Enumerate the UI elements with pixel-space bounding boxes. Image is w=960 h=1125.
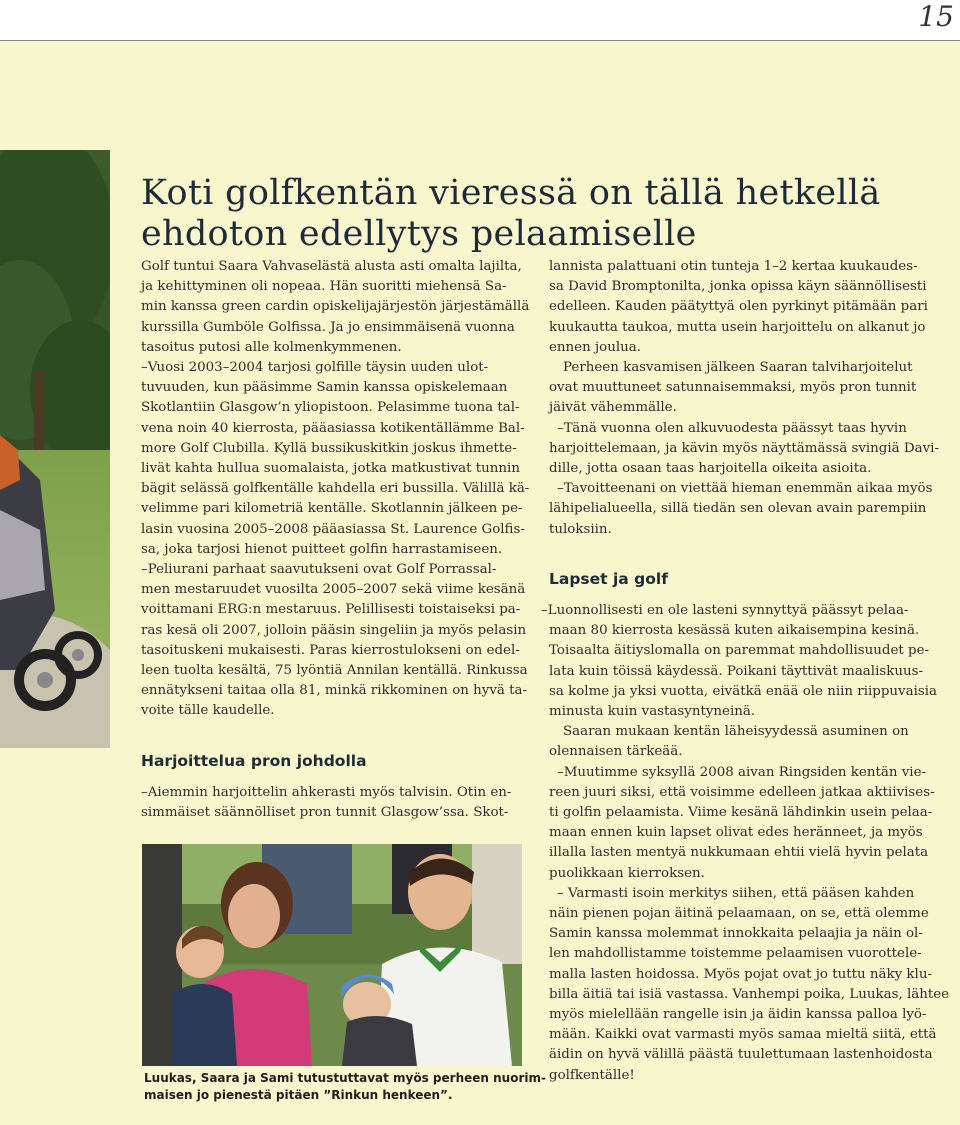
right-column-continued — [541, 601, 951, 1086]
text-line: lähipelialueella, sillä tiedän sen olevan avain parempiin — [549, 501, 927, 517]
text-line: Skotlantiin Glasgow’n yliopistoon. Pelasimme tuona tal- — [141, 400, 520, 416]
article-headline — [141, 173, 941, 255]
text-line: Toisaalta äitiyslomalla on paremmat mahdollisuudet pe- — [549, 643, 930, 659]
text-line: tasoitus putosi alle kolmenkymmenen. — [141, 339, 402, 355]
subheading-training: Harjoittelua pron johdolla — [141, 752, 367, 770]
text-line: –Luonnollisesti en ole lasteni synnyttyä päässyt pelaa- — [541, 603, 909, 618]
text-line: bägit selässä golfkentälle kahdella eri bussilla. Välillä kä- — [141, 481, 530, 497]
text-line: mään. Kaikki ovat varmasti myös samaa mieltä siitä, että — [549, 1027, 937, 1043]
text-line: tasoituskeni mukaisesti. Paras kierrostulokseni on edel- — [141, 642, 520, 658]
text-line: –Tavoitteenani on viettää hieman enemmän aikaa myös — [557, 481, 933, 497]
text-line: Samin kanssa molemmat innokkaita pelaajia ja näin ol- — [549, 926, 923, 942]
page-number: 15 — [918, 0, 954, 33]
text-line: lasin vuosina 2005–2008 pääasiassa St. Laurence Golfis- — [141, 521, 525, 537]
left-column-continued — [141, 783, 531, 823]
text-line: Golf tuntui Saara Vahvaselästä alusta asti omalta lajilta, — [141, 259, 522, 274]
text-line: puolikkaan kierroksen. — [549, 865, 705, 881]
text-line: –Muutimme syksyllä 2008 aivan Ringsiden kentän vie- — [557, 764, 927, 780]
right-column — [549, 257, 949, 540]
text-line: kuukautta taukoa, mutta usein harjoittelu on alkanut jo — [549, 319, 926, 335]
text-line: lata kuin töissä käydessä. Poikani täyttivät maaliskuus- — [549, 663, 923, 679]
text-line: maan 80 kierrosta kesässä kuten aikaisempina kesinä. — [549, 623, 920, 639]
text-line: men mestaruudet vuosilta 2005–2007 sekä viime kesänä — [141, 582, 526, 598]
text-line: Perheen kasvamisen jälkeen Saaran talviharjoitelut — [563, 360, 913, 376]
golf-course-photo — [0, 150, 110, 748]
text-line: maan ennen kuin lapset olivat edes heränneet, ja myös — [549, 825, 923, 841]
text-line: tuloksiin. — [549, 521, 612, 537]
text-line: tuvuuden, kun pääsimme Samin kanssa opiskelemaan — [141, 380, 508, 396]
text-line: Saaran mukaan kentän läheisyydessä asuminen on — [563, 724, 909, 740]
paragraph — [549, 257, 949, 540]
headline-line: Koti golfkentän vieressä on tällä hetkellä — [141, 173, 881, 214]
text-line: more Golf Clubilla. Kyllä bussikuskitkin joskus ihmette- — [141, 440, 517, 456]
text-line: min kanssa green cardin opiskelijajärjestön järjestämällä — [141, 299, 530, 315]
text-line: –Peliurani parhaat saavutukseni ovat Golf Porrassal- — [141, 562, 497, 578]
text-line: minusta kuin vastasyntyneinä. — [549, 704, 756, 720]
text-line: näin pienen pojan äitinä pelaamaan, on se, että olemme — [549, 906, 929, 922]
subheading-kids-and-golf: Lapset ja golf — [549, 570, 668, 588]
text-line: –Tänä vuonna olen alkuvuodesta päässyt taas hyvin — [557, 420, 907, 436]
text-line: äidin on hyvä välillä päästä tuulettumaan lastenhoidosta — [549, 1047, 933, 1063]
text-line: simmäiset säännölliset pron tunnit Glasgow’ssa. Skot- — [141, 805, 509, 821]
text-line: ja kehittyminen oli nopeaa. Hän suoritti miehensä Sa- — [141, 279, 507, 295]
family-photo — [142, 844, 522, 1066]
photo-caption — [144, 1070, 546, 1104]
text-line: voittamani ERG:n mestaruus. Pelillisesti toistaiseksi pa- — [141, 602, 521, 618]
text-line: ennen joulua. — [549, 339, 641, 355]
text-line: lannista palattuani otin tunteja 1–2 kertaa kuukaudes- — [549, 259, 918, 274]
text-line: myös mielellään rangelle isin ja äidin kanssa palloa lyö- — [549, 1007, 927, 1023]
text-line: sa David Bromptonilta, jonka opissa käyn säännöllisesti — [549, 279, 927, 295]
text-line: illalla lasten mentyä nukkumaan ehtii vielä hyvin pelata — [549, 845, 929, 861]
text-line: vena noin 40 kierrosta, pääasiassa kotikentällämme Bal- — [141, 420, 525, 436]
text-line: ovat muuttuneet satunnaisemmaksi, myös pron tunnit — [549, 380, 917, 396]
headline-line: ehdoton edellytys pelaamiselle — [141, 214, 697, 255]
paragraph — [141, 783, 531, 823]
caption-line: maisen jo pienestä pitäen ”Rinkun henkeen”. — [144, 1088, 453, 1102]
text-line: golfkentälle! — [549, 1067, 635, 1083]
text-line: harjoittelemaan, ja kävin myös näyttämässä svingiä Davi- — [549, 440, 939, 456]
text-line: malla lasten hoidossa. Myös pojat ovat jo tuttu näky klu- — [549, 966, 932, 982]
text-line: ras kesä oli 2007, jolloin pääsin singeliin ja myös pelasin — [141, 622, 527, 638]
text-line: –Aiemmin harjoittelin ahkerasti myös talvisin. Otin en- — [141, 785, 512, 800]
text-line: sa kolme ja yksi vuotta, eivätkä enää ole niin riippuvaisia — [549, 683, 938, 699]
caption-line: Luukas, Saara ja Sami tutustuttavat myös perheen nuorim- — [144, 1071, 546, 1085]
text-line: ennätykseni taitaa olla 81, minkä rikkominen on hyvä ta- — [141, 683, 528, 699]
text-line: livät kahta hullua suomalaista, jotka matkustivat tunnin — [141, 461, 520, 477]
text-line: voite tälle kaudelle. — [141, 703, 275, 719]
text-line: velimme pari kilometriä kentälle. Skotlannin jälkeen pe- — [141, 501, 523, 517]
paragraph — [541, 601, 951, 1086]
text-line: –Vuosi 2003–2004 tarjosi golfille täysin uuden ulot- — [141, 360, 489, 376]
text-line: sa, joka tarjosi hienot puitteet golfin harrastamiseen. — [141, 541, 503, 557]
text-line: billa äitiä tai isiä vastassa. Vanhempi poika, Luukas, lähtee — [549, 986, 950, 1002]
text-line: ti golfin pelaamista. Viime kesänä lähdinkin usein pelaa- — [549, 805, 933, 821]
text-line: jäivät vähemmälle. — [549, 400, 677, 416]
text-line: reen juuri siksi, että voisimme edelleen jatkaa aktiivises- — [549, 784, 935, 800]
text-line: – Varmasti isoin merkitys siihen, että pääsen kahden — [557, 885, 915, 901]
text-line: edelleen. Kauden päätyttyä olen pyrkinyt pitämään pari — [549, 299, 928, 315]
text-line: len mahdollistamme toistemme pelaamisen vuorottele- — [549, 946, 922, 962]
text-line: kurssilla Gumböle Golfissa. Ja jo ensimmäisenä vuonna — [141, 319, 515, 335]
text-line: dille, jotta osaan taas harjoitella oikeita asioita. — [549, 461, 872, 477]
paragraph — [141, 257, 531, 722]
left-column — [141, 257, 531, 722]
text-line: leen tuolta kesältä, 75 lyöntiä Annilan kentällä. Rinkussa — [141, 663, 528, 679]
text-line: olennaisen tärkeää. — [549, 744, 683, 760]
